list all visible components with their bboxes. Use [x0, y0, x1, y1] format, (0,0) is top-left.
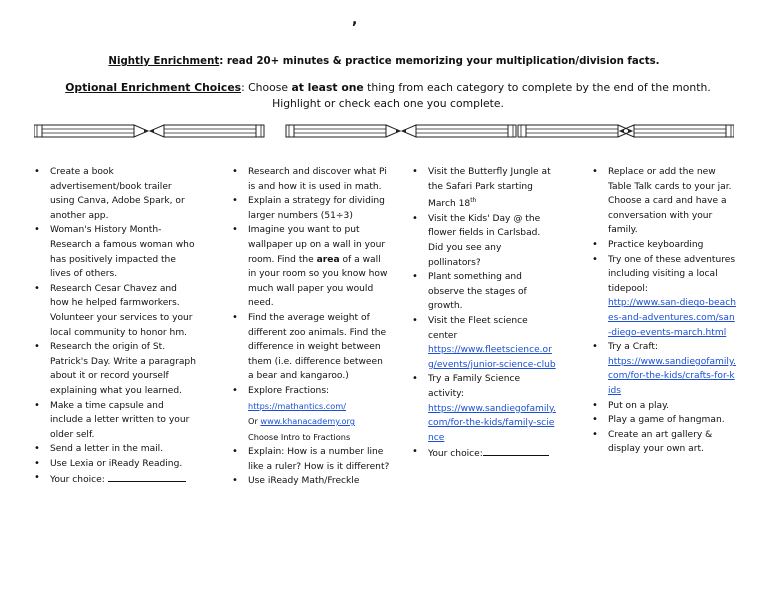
list-item: • Create an art gallery & display your own art.	[590, 428, 736, 457]
list-item-butterfly	[410, 165, 556, 212]
list-item: • Research Cesar Chavez and how he helped farmworkers. Volunteer your services to your local community to honor hm.	[32, 282, 198, 340]
mathantics-link[interactable]: https://mathantics.com/	[248, 400, 347, 411]
fractions-or: Or	[248, 416, 261, 427]
nightly-text: : read 20+ minutes & practice memorizing your multiplication/division facts.	[219, 56, 660, 67]
fractions-note: Choose Intro to Fractions	[248, 431, 351, 442]
adventures-link[interactable]: http://www.san-diego-beaches-and-adventures.com/san-diego-events-march.html	[608, 298, 736, 338]
nightly-enrichment-line	[0, 56, 768, 67]
list-item-fleet	[410, 314, 556, 372]
column-2-list	[230, 165, 390, 489]
family-label: Try a Family Science activity:	[428, 374, 521, 399]
adventure-label: Try one of these adventures including visiting a local tidepool:	[608, 254, 736, 294]
craft-label: Try a Craft:	[608, 342, 659, 353]
list-item: • Make a time capsule and include a letter written to your older self.	[32, 399, 198, 443]
choice-blank	[483, 445, 549, 456]
choice-label: Your choice:	[428, 449, 483, 460]
optional-label: Optional Enrichment Choices	[65, 81, 242, 94]
column-3-list	[410, 165, 556, 462]
list-item: • Put on a play.	[590, 399, 736, 414]
pencil-2	[150, 125, 264, 137]
wall-text-b: of a wall in your room so you know how much wall paper you would need.	[248, 254, 388, 309]
list-item: • Research the origin of St. Patrick's Day. Write a paragraph about it or record yourself explaining what you learned.	[32, 340, 198, 398]
list-item-wallpaper	[230, 223, 390, 311]
list-item: • Explain: How is a number line like a ruler? How is it different?	[230, 445, 390, 474]
list-item-choice	[410, 445, 556, 462]
column-1	[32, 165, 198, 488]
pencil-1	[34, 125, 148, 137]
pencil-border	[34, 118, 734, 144]
stray-comma: ,	[352, 12, 358, 28]
list-item: • Explain a strategy for dividing larger numbers (51÷3)	[230, 194, 390, 223]
fleet-link[interactable]: https://www.fleetscience.org/events/junior-science-club	[428, 345, 556, 370]
optional-text-b: thing from each category to complete by the end of the month. Highlight or check each one you complete.	[272, 81, 711, 110]
pencil-3	[286, 125, 400, 137]
butterfly-text: Visit the Butterfly Jungle at the Safari Park starting March 18	[428, 167, 551, 210]
list-item: • Practice keyboarding	[590, 238, 736, 253]
list-item: • Research and discover what Pi is and how it is used in math.	[230, 165, 390, 194]
pencil-4	[402, 125, 516, 137]
optional-bold: at least one	[291, 81, 364, 94]
fleet-label: Visit the Fleet science center	[428, 315, 528, 341]
column-4	[590, 165, 736, 457]
list-item-adventures	[590, 253, 736, 341]
column-1-list	[32, 165, 198, 488]
list-item-choice	[32, 471, 198, 488]
optional-text-a: : Choose	[241, 81, 292, 94]
list-item-family-science	[410, 372, 556, 445]
list-item: • Woman's History Month-Research a famous woman who has positively impacted the lives of others.	[32, 223, 198, 281]
choice-label: Your choice:	[50, 475, 105, 486]
column-3	[410, 165, 556, 462]
column-2	[230, 165, 390, 489]
butterfly-sup: th	[470, 197, 477, 205]
list-item: • Plant something and observe the stages of growth.	[410, 270, 556, 314]
list-item-fractions	[230, 384, 390, 445]
choice-blank	[108, 471, 186, 482]
list-item: • Send a letter in the mail.	[32, 442, 198, 457]
list-item: • Create a book advertisement/book trailer using Canva, Adobe Spark, or another app.	[32, 165, 198, 223]
crafts-link[interactable]: https://www.sandiegofamily.com/for-the-kids/crafts-for-kids	[608, 356, 736, 396]
list-item: • Visit the Kids' Day @ the flower fields in Carlsbad. Did you see any pollinators?	[410, 212, 556, 270]
optional-enrichment-line	[48, 80, 728, 112]
pencil-5	[518, 125, 632, 137]
list-item: • Use Lexia or iReady Reading.	[32, 457, 198, 472]
list-item-craft	[590, 340, 736, 398]
nightly-label: Nightly Enrichment	[108, 56, 220, 67]
list-item: • Play a game of hangman.	[590, 413, 736, 428]
list-item: • Find the average weight of different zoo animals. Find the difference in weight between them (i.e. difference between a bear and kangaroo.)	[230, 311, 390, 384]
wall-bold: area	[316, 254, 340, 265]
column-4-list	[590, 165, 736, 457]
khanacademy-link[interactable]: www.khanacademy.org	[260, 416, 355, 427]
list-item: • Use iReady Math/Freckle	[230, 474, 390, 489]
family-science-link[interactable]: https://www.sandiegofamily.com/for-the-kids/family-science	[428, 403, 556, 443]
fractions-label: Explore Fractions:	[248, 385, 330, 396]
pencil-6	[620, 125, 734, 137]
list-item: • Replace or add the new Table Talk cards to your jar. Choose a card and have a conversation with your family.	[590, 165, 736, 238]
wall-text-a: Imagine you want to put wallpaper up on a wall in your room. Find the	[248, 225, 386, 265]
